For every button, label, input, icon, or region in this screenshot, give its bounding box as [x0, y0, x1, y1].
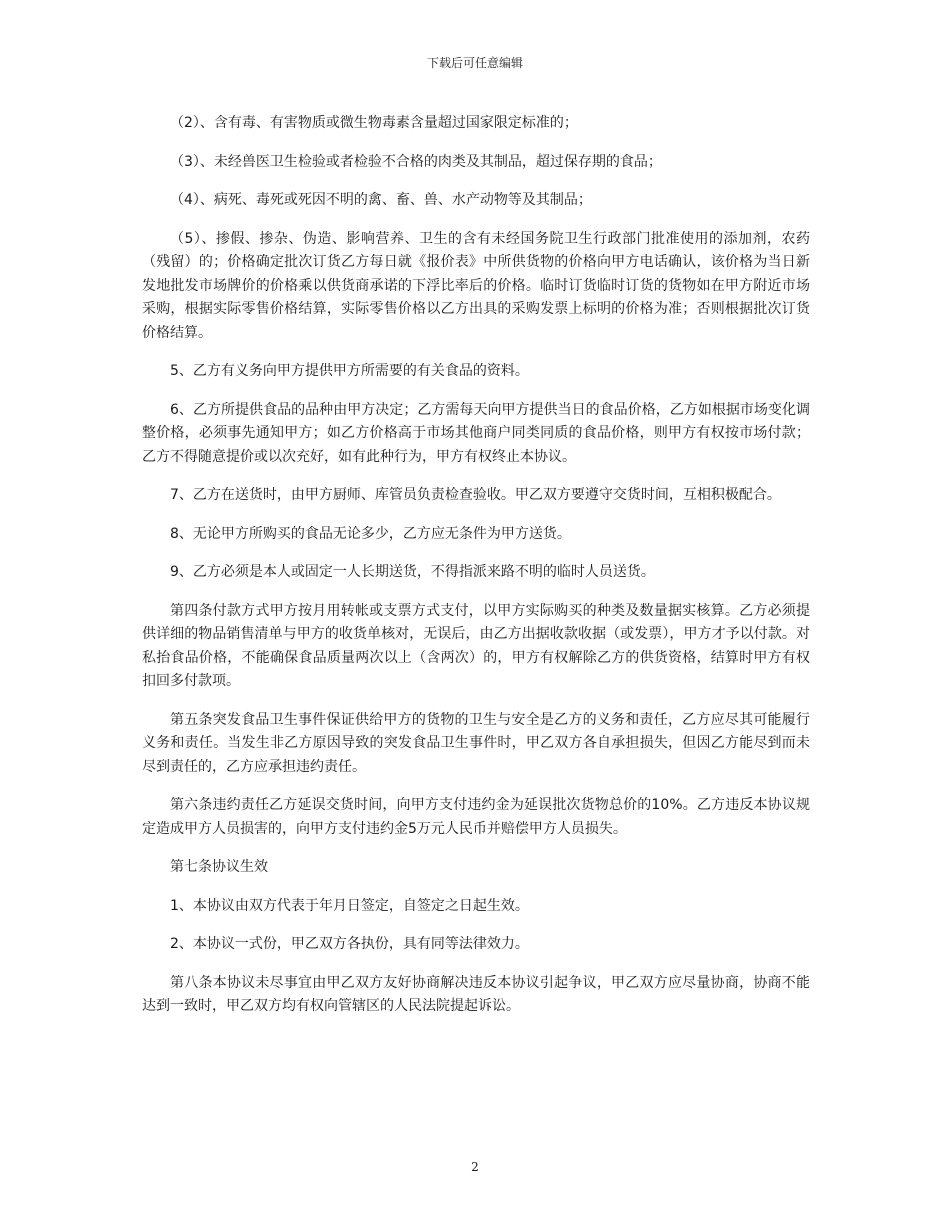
paragraph: 第五条突发食品卫生事件保证供给甲方的货物的卫生与安全是乙方的义务和责任，乙方应尽其可能履行义务和责任。当发生非乙方原因导致的突发食品卫生事件时，甲乙双方各自承担损失，但因乙方能尽到而未尽到责任的，乙方应承担违约责任。 — [142, 711, 810, 775]
paragraph: 第六条违约责任乙方延误交货时间，向甲方支付违约金为延误批次货物总价的10%。乙方违反本协议规定造成甲方人员损害的，向甲方支付违约金5万元人民币并赔偿甲方人员损失。 — [142, 797, 810, 837]
paragraph: （4）、病死、毒死或死因不明的禽、畜、兽、水产动物等及其制品； — [170, 192, 592, 208]
paragraph: 第八条本协议未尽事宜由甲乙双方友好协商解决违反本协议引起争议，甲乙双方应尽量协商，协商不能达到一致时，甲乙双方均有权向管辖区的人民法院提起诉讼。 — [142, 974, 810, 1014]
paragraph: 6、乙方所提供食品的品种由甲方决定；乙方需每天向甲方提供当日的食品价格，乙方如根据市场变化调整价格，必须事先通知甲方；如乙方价格高于市场其他商户同类同质的食品价格，则甲方有权按市场付款；乙方不得随意提价或以次充好，如有此种行为，甲方有权终止本协议。 — [142, 401, 810, 465]
page-header: 下载后可任意编辑 — [426, 56, 523, 70]
document-body — [142, 112, 810, 1034]
page-number: 2 — [471, 1160, 479, 1174]
paragraph: 2、本协议一式份，甲乙双方各执份，具有同等法律效力。 — [170, 936, 529, 952]
paragraph: 8、无论甲方所购买的食品无论多少，乙方应无条件为甲方送货。 — [170, 525, 571, 542]
paragraph: （2）、含有毒、有害物质或微生物毒素含量超过国家限定标准的； — [170, 115, 578, 131]
paragraph: 7、乙方在送货时，由甲方厨师、库管员负责检查验收。甲乙双方要遵守交货时间，互相积极配合。 — [170, 487, 781, 503]
paragraph: 9、乙方必须是本人或固定一人长期送货，不得指派来路不明的临时人员送货。 — [170, 564, 655, 580]
paragraph: （3）、未经兽医卫生检验或者检验不合格的肉类及其制品，超过保存期的食品； — [170, 153, 662, 170]
paragraph: （5）、掺假、掺杂、伪造、影响营养、卫生的含有未经国务院卫生行政部门批准使用的添加剂，农药（残留）的；价格确定批次订货乙方每日就《报价表》中所供货物的价格向甲方电话确认，该价格为当日新发地批发市场牌价的价格乘以供货商承诺的下浮比率后的价格。临时订货临时订货的货物如在甲方附近市场采购，根据实际零售价格结算，实际零售价格以乙方出具的采购发票上标明的价格为准；否则根据批次订货价格结算。 — [142, 230, 810, 341]
paragraph: 5、乙方有义务向甲方提供甲方所需要的有关食品的资料。 — [170, 363, 529, 379]
section-heading: 第七条协议生效 — [170, 859, 268, 875]
paragraph: 1、本协议由双方代表于年月日签定，自签定之日起生效。 — [170, 897, 529, 914]
paragraph: 第四条付款方式甲方按月用转帐或支票方式支付，以甲方实际购买的种类及数量据实核算。乙方必须提供详细的物品销售清单与甲方的收货单核对，无误后，由乙方出据收款收据（或发票），甲方才予以付款。对私抬食品价格，不能确保食品质量两次以上（含两次）的，甲方有权解除乙方的供货资格，结算时甲方有权扣回多付款项。 — [142, 602, 810, 689]
